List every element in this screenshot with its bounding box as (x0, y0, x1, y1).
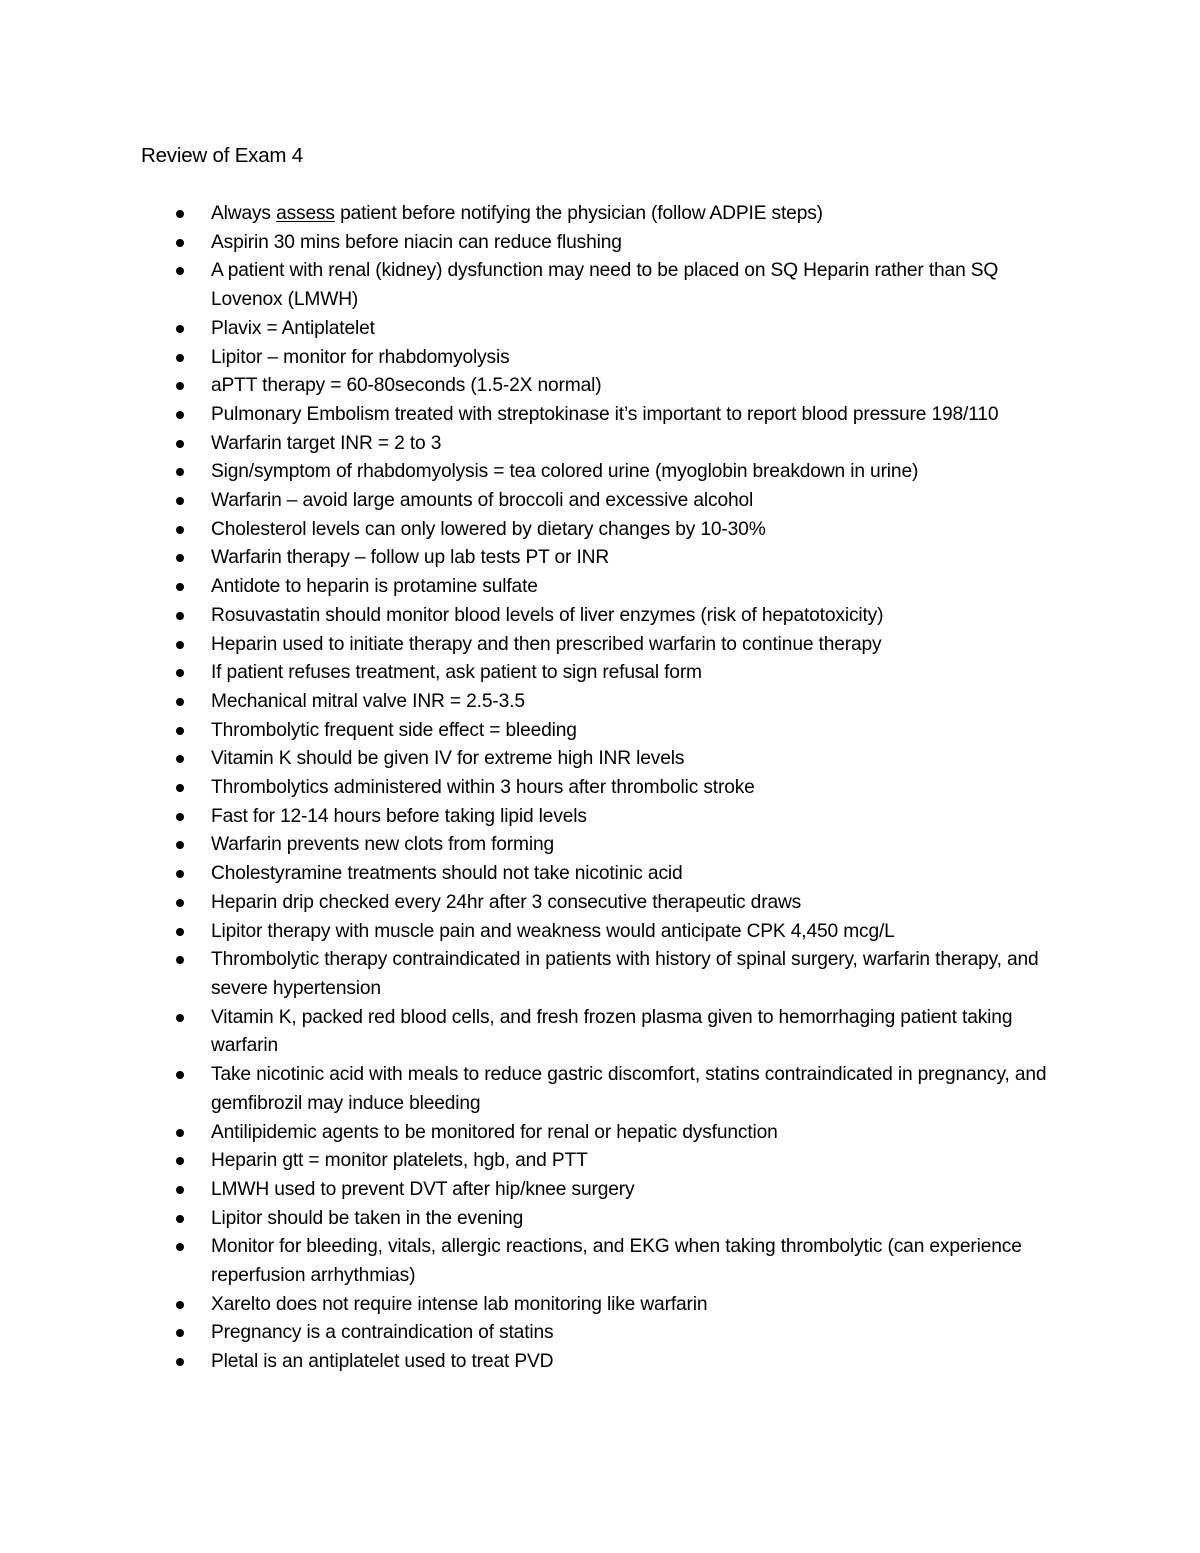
list-item (0, 544, 1061, 573)
list-item-text: Cholesterol levels can only lowered by dietary changes by 10-30% (211, 518, 766, 540)
list-item (0, 918, 1061, 947)
list-item (0, 1205, 1061, 1234)
list-item-text: Vitamin K, packed red blood cells, and fresh frozen plasma given to hemorrhaging patient taking warfarin (211, 1006, 1013, 1057)
list-item (0, 803, 1061, 832)
list-item (0, 1176, 1061, 1205)
bullet-icon (176, 411, 184, 419)
list-item-text: Vitamin K should be given IV for extreme high INR levels (211, 748, 685, 770)
list-item-text: Lipitor should be taken in the evening (211, 1207, 524, 1229)
list-item-text: Xarelto does not require intense lab monitoring like warfarin (211, 1293, 708, 1315)
list-item-text: Cholestyramine treatments should not take nicotinic acid (211, 863, 683, 885)
bullet-icon (176, 382, 184, 390)
list-item-text: Pregnancy is a contraindication of statins (211, 1322, 554, 1344)
list-item (0, 717, 1061, 746)
list-item (0, 745, 1061, 774)
list-item-text: Thrombolytic therapy contraindicated in patients with history of spinal surgery, warfarin therapy, and severe hypertension (211, 949, 1039, 999)
bullet-icon (176, 1014, 184, 1022)
bullet-icon (176, 956, 184, 964)
bullet-icon (176, 583, 184, 591)
list-item (0, 1319, 1061, 1348)
bullet-icon (176, 698, 184, 706)
bullet-icon (176, 669, 184, 677)
list-item (0, 1291, 1061, 1320)
list-item (0, 1061, 1061, 1118)
bullet-icon (176, 928, 184, 936)
list-item-text: Take nicotinic acid with meals to reduce gastric discomfort, statins contraindicated in pregnancy, and gemfibrozil may induce bleeding (211, 1064, 1047, 1114)
bullet-icon (176, 1129, 184, 1137)
bullet-icon (176, 727, 184, 735)
list-item-text-before: Always (211, 203, 277, 224)
list-item-underlined-word: assess (276, 203, 335, 224)
list-item-text: Monitor for bleeding, vitals, allergic reactions, and EKG when taking thrombolytic (can experience reperfusion arrhythmias) (211, 1236, 1022, 1287)
list-item (0, 344, 1061, 373)
list-item (0, 831, 1061, 860)
bullet-icon (176, 267, 184, 275)
list-item (0, 631, 1061, 660)
list-item (0, 889, 1061, 918)
list-item (0, 659, 1061, 688)
list-item-text: Thrombolytics administered within 3 hours after thrombolic stroke (211, 777, 755, 799)
list-item (0, 688, 1061, 717)
list-item-text: Aspirin 30 mins before niacin can reduce flushing (211, 231, 622, 253)
list-item (0, 946, 1061, 1003)
list-item-text: Plavix = Antiplatelet (211, 317, 375, 339)
list-item-text-after: patient before notifying the physician (follow ADPIE steps) (334, 203, 823, 224)
bullet-icon (176, 1157, 184, 1165)
document-title: Review of Exam 4 (141, 144, 304, 167)
list-item (0, 860, 1061, 889)
bullet-icon (176, 841, 184, 849)
list-item (0, 1119, 1061, 1148)
list-item-text: Heparin gtt = monitor platelets, hgb, and PTT (211, 1150, 588, 1172)
list-item-text: Antilipidemic agents to be monitored for renal or hepatic dysfunction (211, 1121, 778, 1143)
list-item-text: Pulmonary Embolism treated with streptokinase it’s important to report blood pressure 198/110 (211, 403, 999, 425)
list-item-text: Rosuvastatin should monitor blood levels of liver enzymes (risk of hepatotoxicity) (211, 604, 884, 626)
list-item (0, 1233, 1061, 1290)
bullet-icon (176, 210, 184, 218)
list-item-text: Warfarin target INR = 2 to 3 (211, 432, 442, 454)
bullet-icon (176, 354, 184, 362)
list-item (0, 229, 1061, 258)
list-item (0, 1348, 1061, 1377)
bullet-icon (176, 641, 184, 649)
list-item-text: A patient with renal (kidney) dysfunction may need to be placed on SQ Heparin rather than SQ Lovenox (LMWH) (211, 260, 999, 311)
list-item-text: aPTT therapy = 60-80seconds (1.5-2X normal) (211, 375, 602, 397)
list-item (0, 1147, 1061, 1176)
list-item-text: Lipitor – monitor for rhabdomyolysis (211, 346, 510, 368)
list-item (0, 774, 1061, 803)
list-item (0, 257, 1061, 314)
list-item-text: If patient refuses treatment, ask patient to sign refusal form (211, 662, 702, 684)
list-item-text: Thrombolytic frequent side effect = bleeding (211, 719, 577, 741)
list-item (0, 401, 1061, 430)
bullet-icon (176, 440, 184, 448)
bullet-icon (176, 755, 184, 763)
bullet-icon (176, 468, 184, 476)
list-item (0, 458, 1061, 487)
list-item-text: Heparin drip checked every 24hr after 3 consecutive therapeutic draws (211, 891, 802, 913)
bullet-icon (176, 1071, 184, 1079)
list-item-text: Warfarin – avoid large amounts of broccoli and excessive alcohol (211, 490, 754, 512)
list-item-text: Lipitor therapy with muscle pain and weakness would anticipate CPK 4,450 mcg/L (211, 920, 895, 942)
bullet-icon (176, 1358, 184, 1366)
list-item (0, 573, 1061, 602)
list-item (0, 487, 1061, 516)
bullet-icon (176, 325, 184, 333)
bullet-icon (176, 784, 184, 792)
bullet-list (0, 200, 1200, 1377)
bullet-icon (176, 899, 184, 907)
list-item-text: Warfarin therapy – follow up lab tests PT or INR (211, 547, 610, 569)
list-item-text: Mechanical mitral valve INR = 2.5-3.5 (211, 690, 525, 712)
list-item-text: Fast for 12-14 hours before taking lipid levels (211, 805, 587, 827)
bullet-icon (176, 1215, 184, 1223)
bullet-icon (176, 1329, 184, 1337)
list-item (0, 430, 1061, 459)
bullet-icon (176, 870, 184, 878)
list-item (0, 315, 1061, 344)
bullet-icon (176, 497, 184, 505)
bullet-icon (176, 239, 184, 247)
list-item (0, 372, 1061, 401)
bullet-icon (176, 526, 184, 534)
bullet-icon (176, 1243, 184, 1251)
bullet-icon (176, 554, 184, 562)
list-item (0, 516, 1061, 545)
list-item-text: Warfarin prevents new clots from forming (211, 834, 555, 856)
bullet-icon (176, 813, 184, 821)
list-item (0, 200, 1061, 229)
list-item-text: LMWH used to prevent DVT after hip/knee surgery (211, 1178, 635, 1200)
list-item-text: Heparin used to initiate therapy and then prescribed warfarin to continue therapy (211, 633, 882, 655)
list-item (0, 602, 1061, 631)
bullet-icon (176, 1186, 184, 1194)
list-item (0, 1004, 1061, 1061)
list-item-text: Pletal is an antiplatelet used to treat PVD (211, 1351, 554, 1373)
bullet-icon (176, 1301, 184, 1309)
list-item-text: Antidote to heparin is protamine sulfate (211, 576, 538, 598)
list-item-text: Sign/symptom of rhabdomyolysis = tea colored urine (myoglobin breakdown in urine) (211, 461, 919, 483)
bullet-icon (176, 612, 184, 620)
